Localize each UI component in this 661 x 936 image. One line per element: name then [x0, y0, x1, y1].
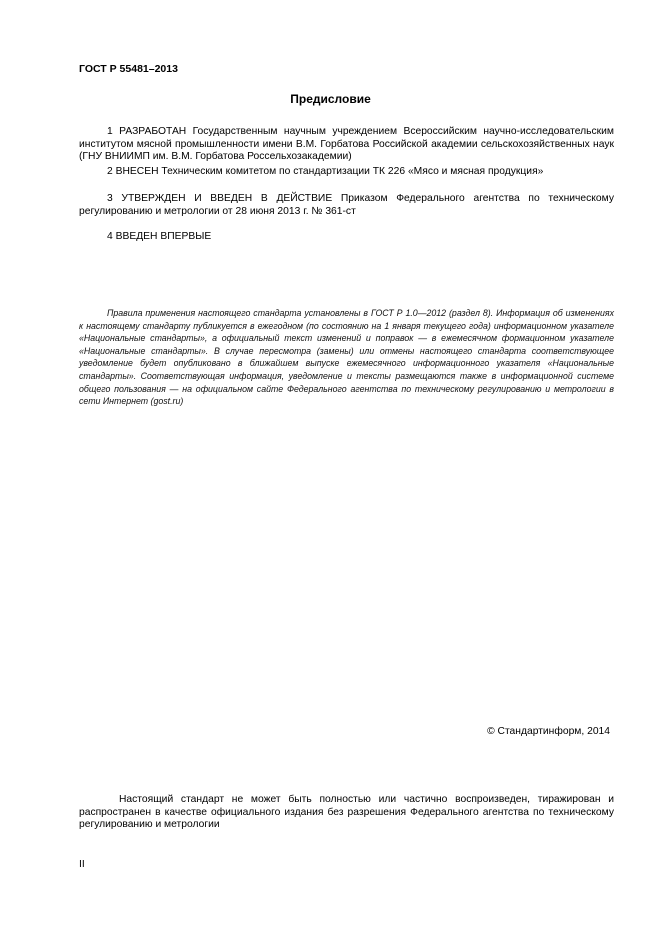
document-code: ГОСТ Р 55481–2013	[79, 63, 178, 75]
reproduction-notice: Настоящий стандарт не может быть полностью или частично воспроизведен, тиражирован и распространен в качестве официального издания без разрешения Федерального агентства по техническому регулированию и метрологии	[79, 794, 614, 831]
foreword-item-submitted: 2 ВНЕСЕН Техническим комитетом по стандартизации ТК 226 «Мясо и мясная продукция»	[107, 166, 544, 177]
foreword-item-first-introduced: 4 ВВЕДЕН ВПЕРВЫЕ	[107, 231, 212, 242]
page-title: Предисловие	[290, 92, 371, 106]
page-number: II	[79, 859, 85, 870]
copyright: © Стандартинформ, 2014	[487, 726, 610, 737]
foreword-item-developed: 1 РАЗРАБОТАН Государственным научным учреждением Всероссийским научно-исследовательским институтом мясной промышленности имени В.М. Горбатова Российской академии сельскохозяйственных наук (ГНУ ВНИИМП им. В.М. Горбатова Россельхозакадемии)	[79, 126, 614, 163]
rules-note: Правила применения настоящего стандарта установлены в ГОСТ Р 1.0—2012 (раздел 8). Информация об изменениях к настоящему стандарту публикуется в ежегодном (по состоянию на 1 января текущего года) информационном указателе «Национальные стандарты», а официальный текст изменений и поправок — в ежемесячном формационном указателе «Национальные стандарты». В случае пересмотра (замены) или отмены настоящего стандарта соответствующее уведомление будет опубликовано в ближайшем выпуске ежемесячного информационного указателя «Национальные стандарты». Соответствующая информация, уведомление и тексты размещаются также в информационной системе общего пользования — на официальном сайте Федерального агентства по техническому регулированию и метрологии в сети Интернет (gost.ru)	[79, 308, 614, 407]
foreword-item-approved: 3 УТВЕРЖДЕН И ВВЕДЕН В ДЕЙСТВИЕ Приказом Федерального агентства по техническому регулированию и метрологии от 28 июня 2013 г. № 361-ст	[79, 193, 614, 217]
